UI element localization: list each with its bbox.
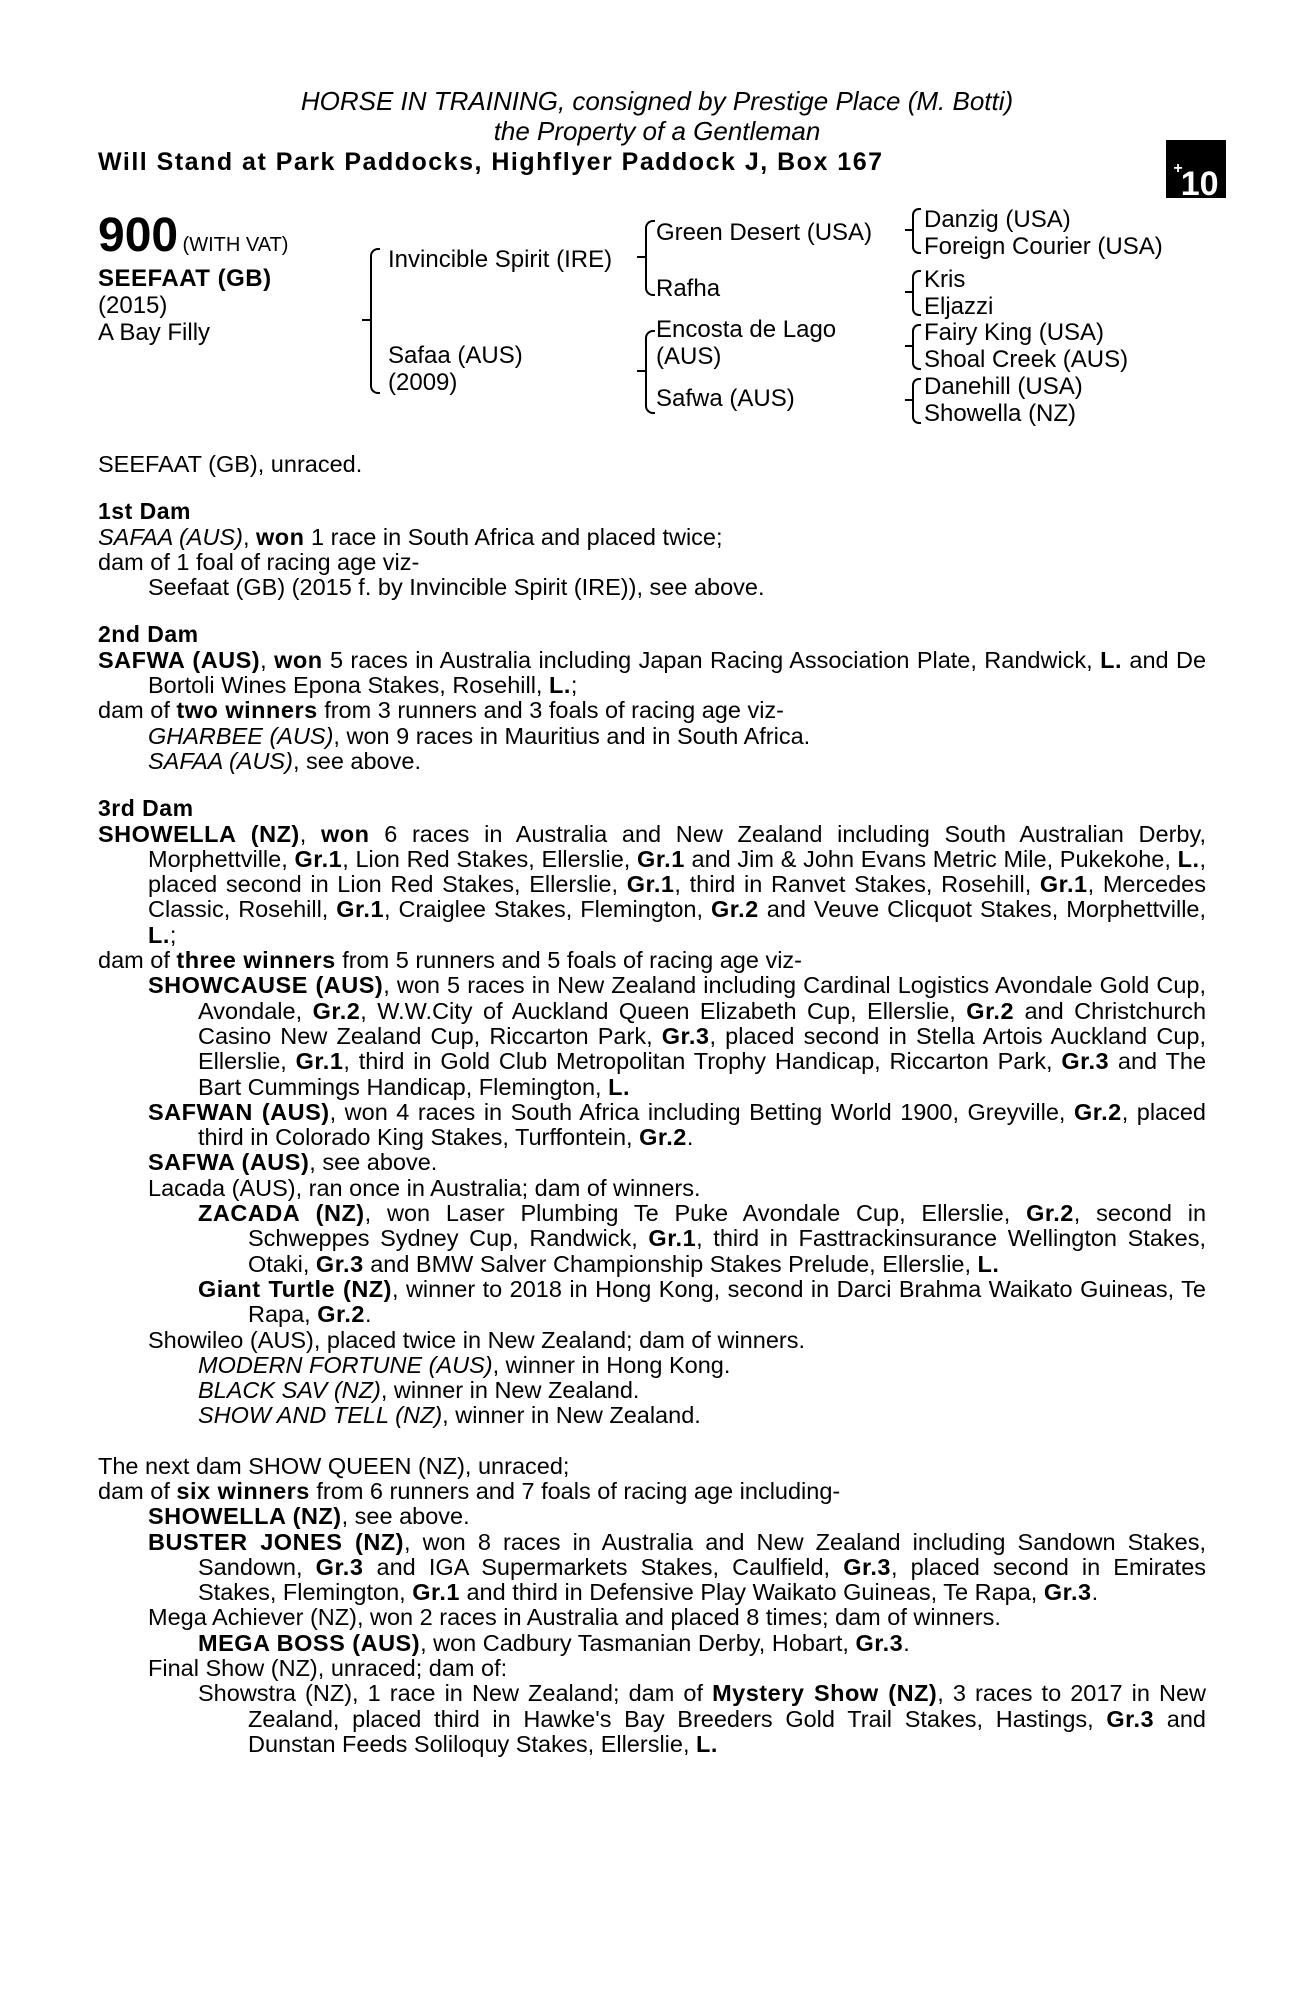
third-dam-produce-intro [98,948,1206,973]
intro-line: SEEFAAT (GB), unraced. [98,451,363,477]
record-text: , third in Ranvet Stakes, Rosehill, [674,871,1032,898]
produce-name: BUSTER JONES (NZ) [148,1528,404,1555]
grade-label: Gr.1 [412,1579,460,1606]
produce-entry [98,1201,1206,1277]
record-text: and IGA Supermarkets Stakes, Caulfield, [376,1553,831,1580]
produce-name: SHOWCAUSE (AUS) [148,972,384,999]
record-text: 6 races in Australia and New Zealand including South Australian Derby, Morphettville, [148,820,1207,872]
grade-label: Gr.2 [317,1301,365,1328]
dam-sire-country: (AUS) [656,343,722,370]
record-text: and The Bart Cummings Handicap, Flemington, [198,1048,1207,1100]
record-text: dam of [98,697,170,724]
produce-entry [98,1504,1206,1529]
record-text: , third in Fasttrackinsurance Wellington Stakes, Otaki, [248,1225,1206,1277]
produce-name: Giant Turtle (NZ) [198,1275,392,1302]
record-text: , won Laser Plumbing Te Puke Avondale Cup, Ellerslie, [364,1200,1011,1227]
punctuation: . [364,1301,372,1328]
listed-label: L. [549,672,571,699]
pedigree-brace [645,220,655,296]
sire-dam: Rafha [656,275,721,302]
record-text: , 3 races to 2017 in New Zealand, placed third in Hawke's Bay Breeders Gold Trail Stakes, Hastings, [248,1680,1206,1732]
grade-label: Gr.1 [626,871,675,898]
grade-label: Gr.2 [1073,1098,1122,1125]
pedigree-brace-tip [637,256,645,258]
record-text: , Lion Red Stakes, Ellerslie, [342,845,631,872]
second-dam-heading: 2nd Dam [98,621,199,648]
pedigree-brace-tip [905,399,913,401]
record-text: , placed second in Stella Artois Auckland Cup, Ellerslie, [198,1022,1206,1075]
record-text: and BMW Salver Championship Stakes Prelude, Ellerslie, [370,1250,972,1277]
record-text: , see above. [341,1503,470,1530]
produce-entry: Lacada (AUS), ran once in Australia; dam of winners. [148,1174,701,1201]
pedigree-brace [912,324,921,370]
second-dam-name: SAFWA (AUS) [98,646,261,673]
third-dam-name: SHOWELLA (NZ) [98,820,300,847]
grade-label: Gr.1 [637,845,685,872]
property-line: the Property of a Gentleman [493,116,821,146]
lot-number-block [98,208,288,263]
pedigree-brace [645,330,655,414]
record-text: and Veuve Clicquot Stakes, Morphettville, [766,896,1207,923]
record-text: , won Cadbury Tasmanian Derby, Hobart, [420,1629,849,1656]
grade-label: Gr.2 [966,997,1015,1024]
produce-name: ZACADA (NZ) [198,1200,365,1227]
dam-sire: Encosta de Lago [656,316,837,343]
produce-name: SHOW AND TELL (NZ) [198,1402,443,1429]
record-text: and Christchurch Casino New Zealand Cup, Riccarton Park, [198,997,1207,1049]
record-text: from 6 runners and 7 foals of racing age including- [316,1477,841,1504]
grade-label: Gr.3 [315,1250,364,1277]
produce-entry [98,1277,1206,1328]
grade-label: Gr.2 [639,1124,687,1151]
sire: Invincible Spirit (IRE) [388,246,613,273]
record-text: , winner in New Zealand. [442,1402,701,1429]
won-label: won [320,820,370,847]
record-text: , placed second in Emirates Stakes, Flemington, [198,1553,1207,1606]
second-dam-produce-intro [98,698,1206,723]
record-text: , second in Schweppes Sydney Cup, Randwick, [248,1200,1207,1252]
record-text: , Craiglee Stakes, Flemington, [384,896,704,923]
badge-number: 10 [1180,165,1219,203]
produce-entry [98,1681,1206,1757]
produce-name: BLACK SAV (NZ) [198,1377,381,1404]
produce-name: SHOWELLA (NZ) [148,1503,342,1530]
produce-entry [98,973,1206,1099]
next-dam-line: The next dam SHOW QUEEN (NZ), unraced; [98,1452,570,1479]
record-text: , see above. [292,747,421,774]
lot-number: 900 [98,209,179,262]
consignment-line: HORSE IN TRAINING, consigned by Prestige Place (M. Botti) [300,86,1014,116]
pedigree-brace-tip [905,291,913,293]
vat-label: (WITH VAT) [182,234,289,256]
first-dam-heading: 1st Dam [98,498,191,525]
produce-entry [98,749,1206,774]
record-text: , won 5 races in New Zealand including Cardinal Logistics Avondale Gold Cup, Avondale, [198,972,1206,1024]
produce-name: Mystery Show (NZ) [712,1680,938,1707]
record-text: , winner in New Zealand. [380,1377,640,1404]
pedigree-brace [912,378,921,424]
record-text: , won 4 races in South Africa including Betting World 1900, Greyville, [329,1098,1066,1125]
record-text: and De Bortoli Wines Epona Stakes, Rosehill, [148,646,1207,699]
record-text: dam of [98,947,170,974]
ancestor-dss: Fairy King (USA) [924,319,1105,346]
record-text: 5 races in Australia including Japan Racing Association Plate, Randwick, [329,646,1093,673]
produce-name: SAFAA (AUS) [148,747,293,774]
record-text: , won 9 races in Mauritius and in South Africa. [333,722,811,749]
grade-label: Gr.3 [843,1553,891,1580]
badge-symbol: + [1173,160,1183,177]
record-text: , see above. [309,1149,438,1176]
pedigree-brace [912,270,921,316]
second-dam-record: SAFWA (AUS), won 5 races in Australia including Japan Racing Association Plate, Randwick, L. and De Bortoli Wines Epona Stakes, Rosehill, L.; [98,646,1207,699]
record-text: , placed third in Colorado King Stakes, Turffontein, [198,1098,1207,1151]
record-text: and Dunstan Feeds Soliloquy Stakes, Ellerslie, [248,1705,1206,1757]
record-text: , winner in Hong Kong. [492,1351,731,1378]
pedigree-brace-tip [637,370,645,372]
grade-label: Gr.1 [336,896,385,923]
grade-label: Gr.3 [661,1022,710,1049]
record-text: and third in Defensive Play Waikato Guineas, Te Rapa, [466,1579,1038,1606]
punctuation: . [903,1629,910,1656]
sire-sire: Green Desert (USA) [656,219,873,246]
produce-entry [98,1530,1206,1606]
ancestor-ddd: Showella (NZ) [924,400,1077,427]
produce-entry: Final Show (NZ), unraced; dam of: [148,1655,508,1682]
produce-name: GHARBEE (AUS) [148,722,334,749]
punctuation: ; [570,672,578,699]
grade-label: Gr.3 [315,1553,364,1580]
dam-year: (2009) [388,369,458,396]
pedigree-brace-tip [905,345,913,347]
winners-count: two winners [176,697,318,724]
first-dam-name: SAFAA (AUS) [98,523,243,550]
lot-badge [1166,140,1226,203]
third-dam-record: SHOWELLA (NZ), won 6 races in Australia and New Zealand including South Australian Derby, Morphettville, Gr.1, Lion Red Stakes, Ellerslie, Gr.1 and Jim & John Evans Metric Mile, Pukekohe, L., placed second in Lion Red Stakes, Ellerslie, Gr.1, third in Ranvet Stakes, Rosehill, Gr.1, Mercedes Classic, Rosehill, Gr.1, Craiglee Stakes, Flemington, Gr.2 and Veuve Clicquot Stakes, Morphettville, L.; [98,820,1207,948]
produce-entry: Showileo (AUS), placed twice in New Zealand; dam of winners. [148,1326,805,1353]
listed-label: L. [1177,845,1200,872]
produce-entry [98,1403,1206,1428]
ancestor-dsd: Shoal Creek (AUS) [924,346,1129,373]
record-text: dam of [98,1477,170,1504]
pedigree-brace [912,208,921,254]
record-text: from 5 runners and 5 foals of racing age viz- [342,947,802,974]
stabling-line: Will Stand at Park Paddocks, Highflyer Paddock J, Box 167 [98,148,884,176]
record-text: , third in Gold Club Metropolitan Trophy Handicap, Riccarton Park, [343,1048,1053,1075]
first-dam-record: SAFAA (AUS), won 1 race in South Africa and placed twice; [98,523,723,550]
record-text: , W.W.City of Auckland Queen Elizabeth Cup, Ellerslie, [360,997,956,1024]
horse-description: A Bay Filly [98,319,211,346]
listed-label: L. [608,1073,631,1100]
record-text: and Jim & John Evans Metric Mile, Pukekohe, [691,845,1171,872]
produce-name: SAFWAN (AUS) [148,1098,330,1125]
grade-label: Gr.1 [294,845,343,872]
punctuation: ; [169,921,177,948]
record-text: from 3 runners and 3 foals of racing age viz- [324,697,784,724]
grade-label: Gr.2 [1026,1200,1074,1227]
grade-label: Gr.3 [855,1629,904,1656]
ancestor-ssd: Foreign Courier (USA) [924,233,1163,260]
ancestor-sss: Danzig (USA) [924,206,1071,233]
pedigree-brace-tip [905,229,913,231]
produce-name: MODERN FORTUNE (AUS) [198,1351,493,1378]
punctuation: . [1091,1579,1099,1606]
produce-name: SAFWA (AUS) [148,1149,310,1176]
won-label: won [256,523,305,550]
ancestor-sds: Kris [924,266,966,293]
horse-year: (2015) [98,292,168,319]
listed-label: L. [148,921,170,948]
produce-entry [98,1378,1206,1403]
listed-label: L. [1100,646,1122,673]
listed-label: L. [696,1730,718,1757]
won-label: won [274,646,323,673]
produce-entry [98,1150,1206,1175]
winners-count: six winners [176,1477,310,1504]
grade-label: Gr.3 [1061,1048,1110,1075]
produce-entry [98,1100,1206,1151]
first-dam-produce-intro: dam of 1 foal of racing age viz- [98,548,420,575]
record-text: Showstra (NZ), 1 race in New Zealand; dam of [198,1680,703,1707]
punctuation: . [686,1124,694,1151]
ancestor-dds: Danehill (USA) [924,373,1083,400]
produce-name: MEGA BOSS (AUS) [198,1629,421,1656]
grade-label: Gr.1 [295,1048,344,1075]
grade-label: Gr.2 [711,896,759,923]
pedigree-brace-tip [362,319,370,321]
pedigree-brace [370,248,380,394]
next-dam-produce-intro [98,1479,1206,1504]
winners-count: three winners [176,947,336,974]
horse-name: SEEFAAT (GB) [98,265,272,292]
grade-label: Gr.3 [1043,1579,1092,1606]
grade-label: Gr.1 [648,1225,697,1252]
produce-entry [98,1353,1206,1378]
record-text: , winner to 2018 in Hong Kong, second in Darci Brahma Waikato Guineas, Te Rapa, [248,1275,1206,1328]
catalogue-body [98,452,1206,1757]
record-text: , Mercedes Classic, Rosehill, [148,871,1206,923]
produce-entry [98,1631,1206,1656]
ancestor-sdd: Eljazzi [924,293,994,320]
record-text: , won 8 races in Australia and New Zealand including Sandown Stakes, Sandown, [198,1528,1207,1580]
listed-label: L. [977,1250,1000,1277]
grade-label: Gr.3 [1106,1705,1155,1732]
third-dam-heading: 3rd Dam [98,795,194,822]
first-dam-produce: Seefaat (GB) (2015 f. by Invincible Spirit (IRE)), see above. [148,574,765,601]
record-text: , placed second in Lion Red Stakes, Ellerslie, [148,845,1207,898]
dam-dam: Safwa (AUS) [656,385,795,412]
dam-name: Safaa (AUS) [388,342,523,369]
produce-entry [98,724,1206,749]
grade-label: Gr.2 [312,997,361,1024]
grade-label: Gr.1 [1039,871,1088,898]
first-dam-text: 1 race in South Africa and placed twice; [311,523,723,550]
produce-entry: Mega Achiever (NZ), won 2 races in Australia and placed 8 times; dam of winners. [148,1604,1001,1631]
